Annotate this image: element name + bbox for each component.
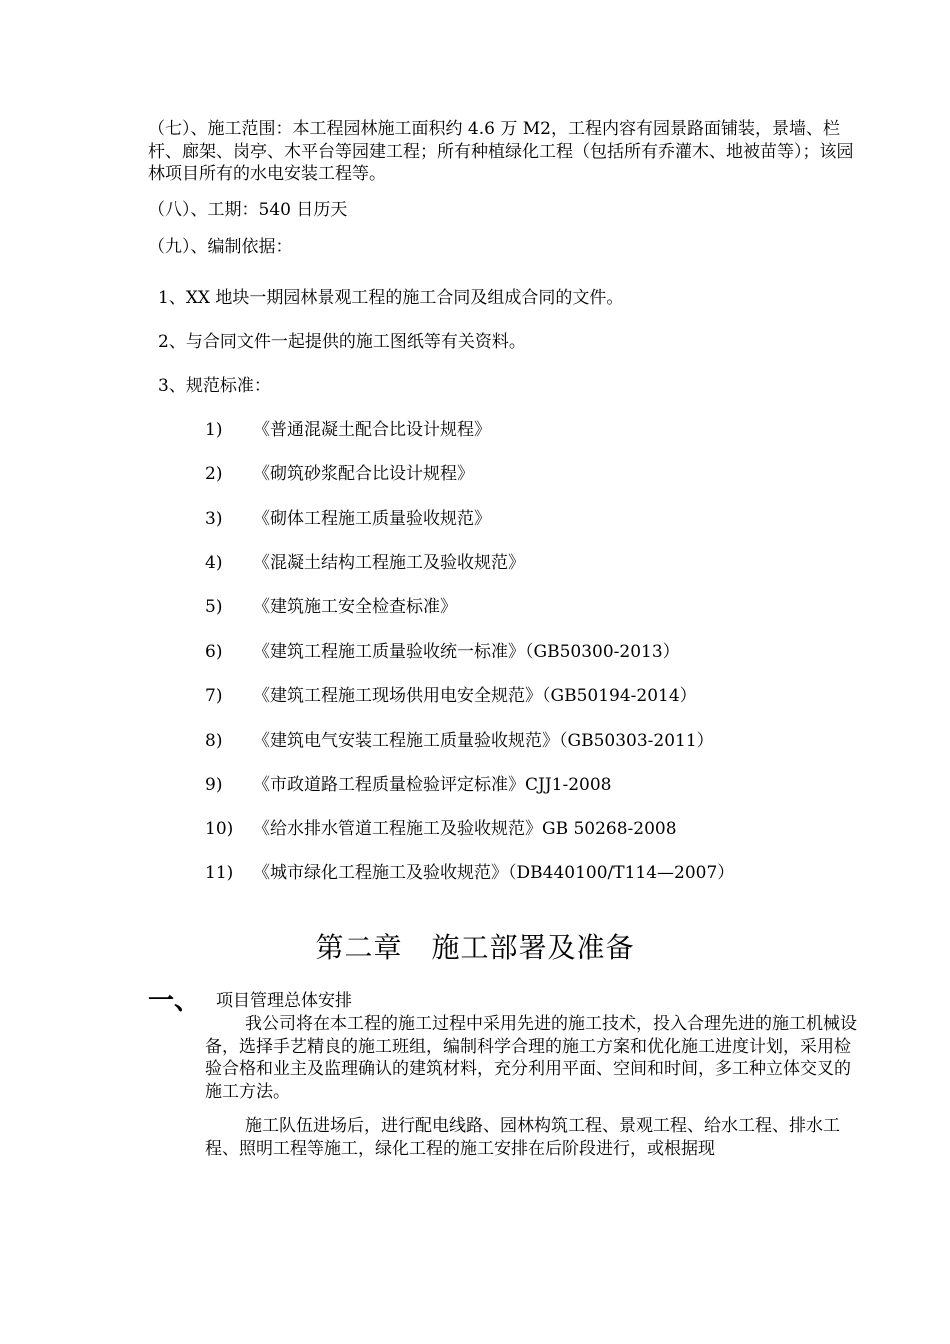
basis-item-2: 2、与合同文件一起提供的施工图纸等有关资料。 bbox=[158, 332, 526, 352]
standard-number: 9) bbox=[205, 775, 223, 795]
standard-number: 7) bbox=[205, 686, 223, 706]
standard-item bbox=[205, 508, 491, 530]
standard-title: 《给水排水管道工程施工及验收规范》GB 50268-2008 bbox=[253, 819, 677, 839]
duration-line: （八）、工期：540 日历天 bbox=[148, 200, 348, 220]
standard-item bbox=[205, 552, 525, 574]
standard-title: 《建筑电气安装工程施工质量验收规范》（GB50303-2011） bbox=[253, 731, 714, 751]
standard-number: 4) bbox=[205, 553, 223, 573]
standard-number: 1) bbox=[205, 420, 223, 440]
standard-item bbox=[205, 774, 611, 796]
standard-title: 《建筑工程施工现场供用电安全规范》（GB50194-2014） bbox=[253, 686, 697, 706]
standard-title: 《普通混凝土配合比设计规程》 bbox=[253, 420, 491, 440]
section-title: 项目管理总体安排 bbox=[216, 991, 352, 1011]
basis-heading: （九）、编制依据： bbox=[148, 237, 293, 257]
basis-item-1: 1、XX 地块一期园林景观工程的施工合同及组成合同的文件。 bbox=[158, 288, 624, 308]
scope-paragraph: （七）、施工范围：本工程园林施工面积约 4.6 万 M2，工程内容有园景路面铺装，景墙、栏杆、廊架、岗亭、木平台等园建工程；所有种植绿化工程（包括所有乔灌木、地被苗等）；该园林项目所有的水电安装工程等。 bbox=[148, 119, 854, 184]
chapter-title: 第二章 施工部署及准备 bbox=[315, 931, 635, 964]
standard-title: 《砌体工程施工质量验收规范》 bbox=[253, 509, 491, 529]
standard-number: 3) bbox=[205, 509, 223, 529]
standard-title: 《建筑工程施工质量验收统一标准》（GB50300-2013） bbox=[253, 642, 680, 662]
standard-item bbox=[205, 818, 677, 840]
standard-title: 《混凝土结构工程施工及验收规范》 bbox=[253, 553, 525, 573]
standard-title: 《城市绿化工程施工及验收规范》（DB440100/T114—2007） bbox=[253, 863, 735, 883]
standard-item bbox=[205, 596, 457, 618]
basis-item-3: 3、规范标准： bbox=[158, 376, 271, 396]
standard-title: 《建筑施工安全检查标准》 bbox=[253, 597, 457, 617]
standard-number: 8) bbox=[205, 731, 223, 751]
standard-number: 5) bbox=[205, 597, 223, 617]
standard-number: 10) bbox=[205, 819, 234, 839]
standard-number: 2) bbox=[205, 464, 223, 484]
body-paragraph: 施工队伍进场后，进行配电线路、园林构筑工程、景观工程、给水工程、排水工程、照明工程等施工，绿化工程的施工安排在后阶段进行，或根据现 bbox=[205, 1116, 840, 1159]
standard-item bbox=[205, 862, 734, 884]
standard-number: 6) bbox=[205, 642, 223, 662]
body-paragraph: 我公司将在本工程的施工过程中采用先进的施工技术，投入合理先进的施工机械设备，选择手艺精良的施工班组，编制科学合理的施工方案和优化施工进度计划，采用检验合格和业主及监理确认的建筑材料，充分利用平面、空间和时间，多工种立体交叉的施工方法。 bbox=[205, 1014, 857, 1102]
standard-item bbox=[205, 419, 491, 441]
standard-title: 《砌筑砂浆配合比设计规程》 bbox=[253, 464, 474, 484]
standard-item bbox=[205, 685, 697, 707]
section-number: 一、 bbox=[148, 986, 201, 1016]
standard-item bbox=[205, 463, 474, 485]
standard-item bbox=[205, 641, 680, 663]
standard-item bbox=[205, 730, 714, 752]
standard-title: 《市政道路工程质量检验评定标准》CJJ1-2008 bbox=[253, 775, 612, 795]
standard-number: 11) bbox=[205, 863, 234, 883]
